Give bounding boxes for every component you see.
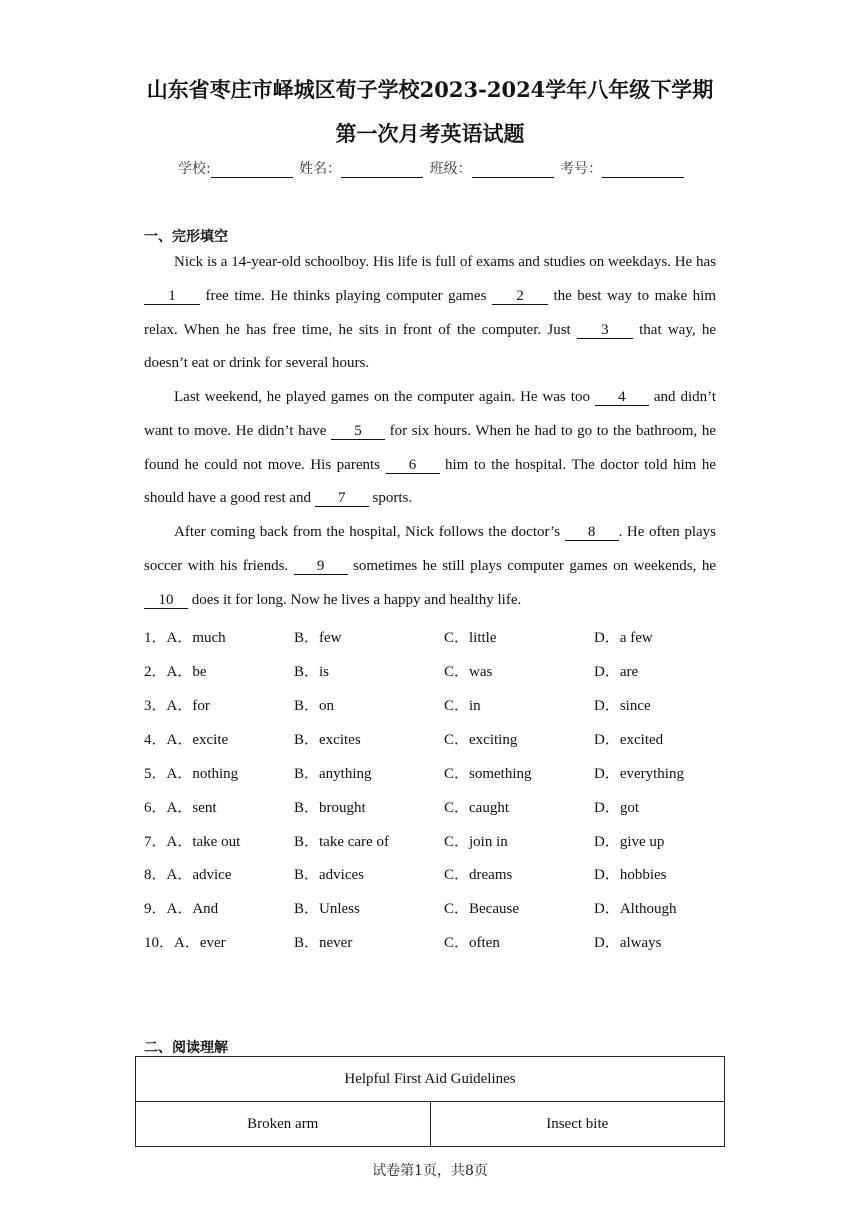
blank-4: 4	[595, 389, 649, 406]
option-a: 1．A．much	[144, 630, 226, 646]
p2-text-5: sports.	[368, 490, 413, 507]
blank-8: 8	[565, 524, 619, 541]
student-info-line	[178, 158, 686, 178]
option-c: C．little	[444, 630, 497, 646]
option-c: C．dreams	[444, 867, 513, 883]
school-label: 学校:	[178, 161, 211, 177]
p1-text-4: that way, he doesn’t eat or drink for several hours.	[144, 321, 716, 372]
option-c: C．something	[444, 766, 532, 782]
p3-text-2: . He often plays soccer with his friends.	[144, 524, 716, 574]
option-b: B．never	[294, 935, 353, 951]
question-row	[144, 931, 744, 953]
p1-text-3: the best way to make him relax. When he has free time, he sits in front of the computer. Just	[144, 287, 716, 338]
option-d: D．hobbies	[594, 867, 667, 883]
cloze-paragraph-1	[144, 246, 716, 381]
option-a: 8．A．advice	[144, 867, 232, 883]
number-blank	[602, 163, 684, 178]
table-header-broken-arm: Broken arm	[136, 1102, 431, 1147]
option-b: B．Unless	[294, 901, 360, 917]
exam-title-line1: 山东省枣庄市峄城区荀子学校2023-2024学年八年级下学期	[146, 77, 714, 102]
name-label: 姓名：	[299, 161, 342, 177]
p2-text-2: and didn’t want to move. He didn’t have	[144, 389, 717, 439]
p1-text-1: Nick is a 14-year-old schoolboy. His life is full of exams and studies on weekdays. He has	[174, 254, 716, 270]
class-label: 班级：	[429, 161, 472, 177]
p2-text-1: Last weekend, he played games on the computer again. He was too	[174, 389, 595, 405]
option-d: D．excited	[594, 732, 664, 748]
p3-text-4: does it for long. Now he lives a happy and healthy life.	[188, 591, 522, 608]
option-d: D．since	[594, 698, 651, 714]
option-b: B．excites	[294, 732, 361, 748]
blank-5: 5	[331, 423, 385, 440]
option-a: 6．A．sent	[144, 800, 217, 816]
section2-heading: 二、阅读理解	[144, 1040, 228, 1056]
page-footer: 试卷第1页，共8页	[372, 1163, 488, 1179]
question-row	[144, 762, 744, 784]
question-row	[144, 796, 744, 818]
blank-1: 1	[144, 288, 200, 305]
option-d: D．a few	[594, 630, 653, 646]
option-a: 9．A．And	[144, 901, 219, 917]
option-b: B．is	[294, 664, 330, 680]
option-a: 7．A．take out	[144, 834, 241, 850]
option-b: B．take care of	[294, 834, 389, 850]
option-b: B．on	[294, 698, 335, 714]
blank-6: 6	[386, 457, 440, 474]
table-header-insect-bite: Insect bite	[430, 1102, 725, 1147]
section1-heading: 一、完形填空	[144, 229, 228, 245]
option-d: D．got	[594, 800, 640, 816]
question-row	[144, 728, 744, 750]
option-a: 3．A．for	[144, 698, 210, 714]
question-row	[144, 863, 744, 885]
option-c: C．in	[444, 698, 481, 714]
number-label: 考号：	[560, 161, 603, 177]
option-b: B．anything	[294, 766, 372, 782]
school-blank	[211, 163, 293, 178]
question-row	[144, 626, 744, 648]
question-row	[144, 830, 744, 852]
option-c: C．join in	[444, 834, 508, 850]
option-c: C．often	[444, 935, 500, 951]
option-d: D．Although	[594, 901, 677, 917]
option-a: 4．A．excite	[144, 732, 229, 748]
p3-text-1: After coming back from the hospital, Nick follows the doctor’s	[174, 524, 565, 540]
first-aid-table	[135, 1056, 725, 1147]
option-c: C．Because	[444, 901, 519, 917]
blank-3: 3	[577, 322, 633, 339]
option-d: D．give up	[594, 834, 665, 850]
option-d: D．always	[594, 935, 662, 951]
option-c: C．was	[444, 664, 493, 680]
option-a: 10．A．ever	[144, 935, 226, 951]
exam-title-line2: 第一次月考英语试题	[335, 121, 525, 146]
p3-text-3: sometimes he still plays computer games on weekends, he	[347, 557, 716, 574]
option-a: 2．A．be	[144, 664, 207, 680]
blank-2: 2	[492, 288, 548, 305]
option-b: B．few	[294, 630, 342, 646]
blank-10: 10	[144, 592, 188, 609]
option-d: D．everything	[594, 766, 684, 782]
name-blank	[341, 163, 423, 178]
table-title: Helpful First Aid Guidelines	[136, 1057, 725, 1102]
option-d: D．are	[594, 664, 639, 680]
p1-text-2: free time. He thinks playing computer games	[200, 287, 492, 304]
option-b: B．brought	[294, 800, 366, 816]
question-row	[144, 694, 744, 716]
class-blank	[472, 163, 554, 178]
question-row	[144, 660, 744, 682]
blank-9: 9	[294, 558, 348, 575]
option-b: B．advices	[294, 867, 364, 883]
p2-text-4: him to the hospital. The doctor told him he should have a good rest and	[144, 456, 716, 507]
cloze-paragraph-3	[144, 516, 716, 617]
blank-7: 7	[315, 490, 369, 507]
p2-text-3: for six hours. When he had to go to the bathroom, he found he could not move. His parents	[144, 422, 716, 473]
option-c: C．exciting	[444, 732, 518, 748]
cloze-paragraph-2	[144, 381, 716, 516]
option-c: C．caught	[444, 800, 509, 816]
option-a: 5．A．nothing	[144, 766, 239, 782]
question-row	[144, 897, 744, 919]
